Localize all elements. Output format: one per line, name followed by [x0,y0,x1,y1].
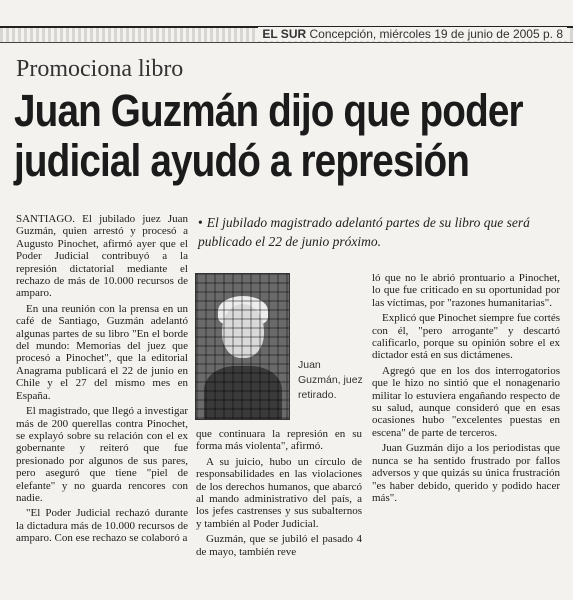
paragraph: En una reunión con la prensa en un café de Santiago, Guzmán adelantó algunas partes de su libro "En el borde del mundo: Memorias del juez que procesó a Pinochet", que la editorial Anagrama publicará el 22 de junio en Chile y el 27 del mismo mes en España. [16,302,188,402]
dateline [258,27,567,41]
article-headline: Juan Guzmán dijo que poder judicial ayudó a represión [14,85,523,186]
newspaper-header-strip [0,26,573,43]
paragraph: Explicó que Pinochet siempre fue cortés con él, "pero arrogante" y descartó calificarlo, porque su opinión sobre el ex dictador está en sus dictámenes. [372,312,560,362]
article-kicker: Promociona libro [16,56,184,82]
article-column-1 [16,213,188,548]
summary-text: El jubilado magistrado adelantó partes de su libro que será publicado el 22 de junio próximo. [198,215,530,249]
paragraph: que continuara la represión en su forma más violenta", afirmó. [196,428,362,453]
paragraph: A su juicio, hubo un círculo de responsabilidades en las violaciones de los derechos humanos, que abarcó al mando administrativo del país, a los jefes castrenses y sus subalternos y también al Poder Judicial. [196,455,362,530]
paragraph: Agregó que en los dos interrogatorios que le hizo no sintió que el nonagenario militar lo estuviera engañando respecto de su salud, aunque consideró que en esas ocasiones hubo "excelentes puestas en escena" de parte de terceros. [372,364,560,439]
portrait-photo [195,273,290,420]
article-column-2 [196,428,362,561]
bullet-icon: • [198,215,203,230]
paragraph: Juan Guzmán dijo a los periodistas que nunca se ha sentido frustrado por fallos adversos y que quizás su única frustración "es haber debido, querido y podido hacer más". [372,442,560,504]
paragraph: El magistrado, que llegó a investigar más de 200 querellas contra Pinochet, se explayó sobre su relación con el ex gobernante y reiteró que fue presionado por algunos de sus pares, pero aseguró que tiene "piel de elefante" y no guarda rencores con nadie. [16,405,188,504]
newspaper-name: EL SUR [262,27,307,41]
paragraph: Guzmán, que se jubiló el pasado 4 de mayo, también reve [196,533,362,558]
paragraph: SANTIAGO. El jubilado juez Juan Guzmán, quien arrestó y procesó a Augusto Pinochet, afirmó ayer que el Poder Judicial contribuyó a la represión dictatorial mediante el rechazo de más de 10.000 recursos de amparo. [16,213,188,300]
article-column-3 [372,272,560,507]
paragraph: ló que no le abrió prontuario a Pinochet, lo que fue criticado en su oportunidad por las víctimas, por "razones humanitarias". [372,272,560,309]
photo-mosaic-grid [196,274,289,419]
dateline-text: Concepción, miércoles 19 de junio de 2005 p. 8 [309,27,563,41]
paragraph: "El Poder Judicial rechazó durante la dictadura más de 10.000 recursos de amparo. Con ese rechazo se colaboró a [16,507,188,545]
photo-caption: Juan Guzmán, juez retirado. [298,359,363,401]
article-summary [198,213,566,251]
